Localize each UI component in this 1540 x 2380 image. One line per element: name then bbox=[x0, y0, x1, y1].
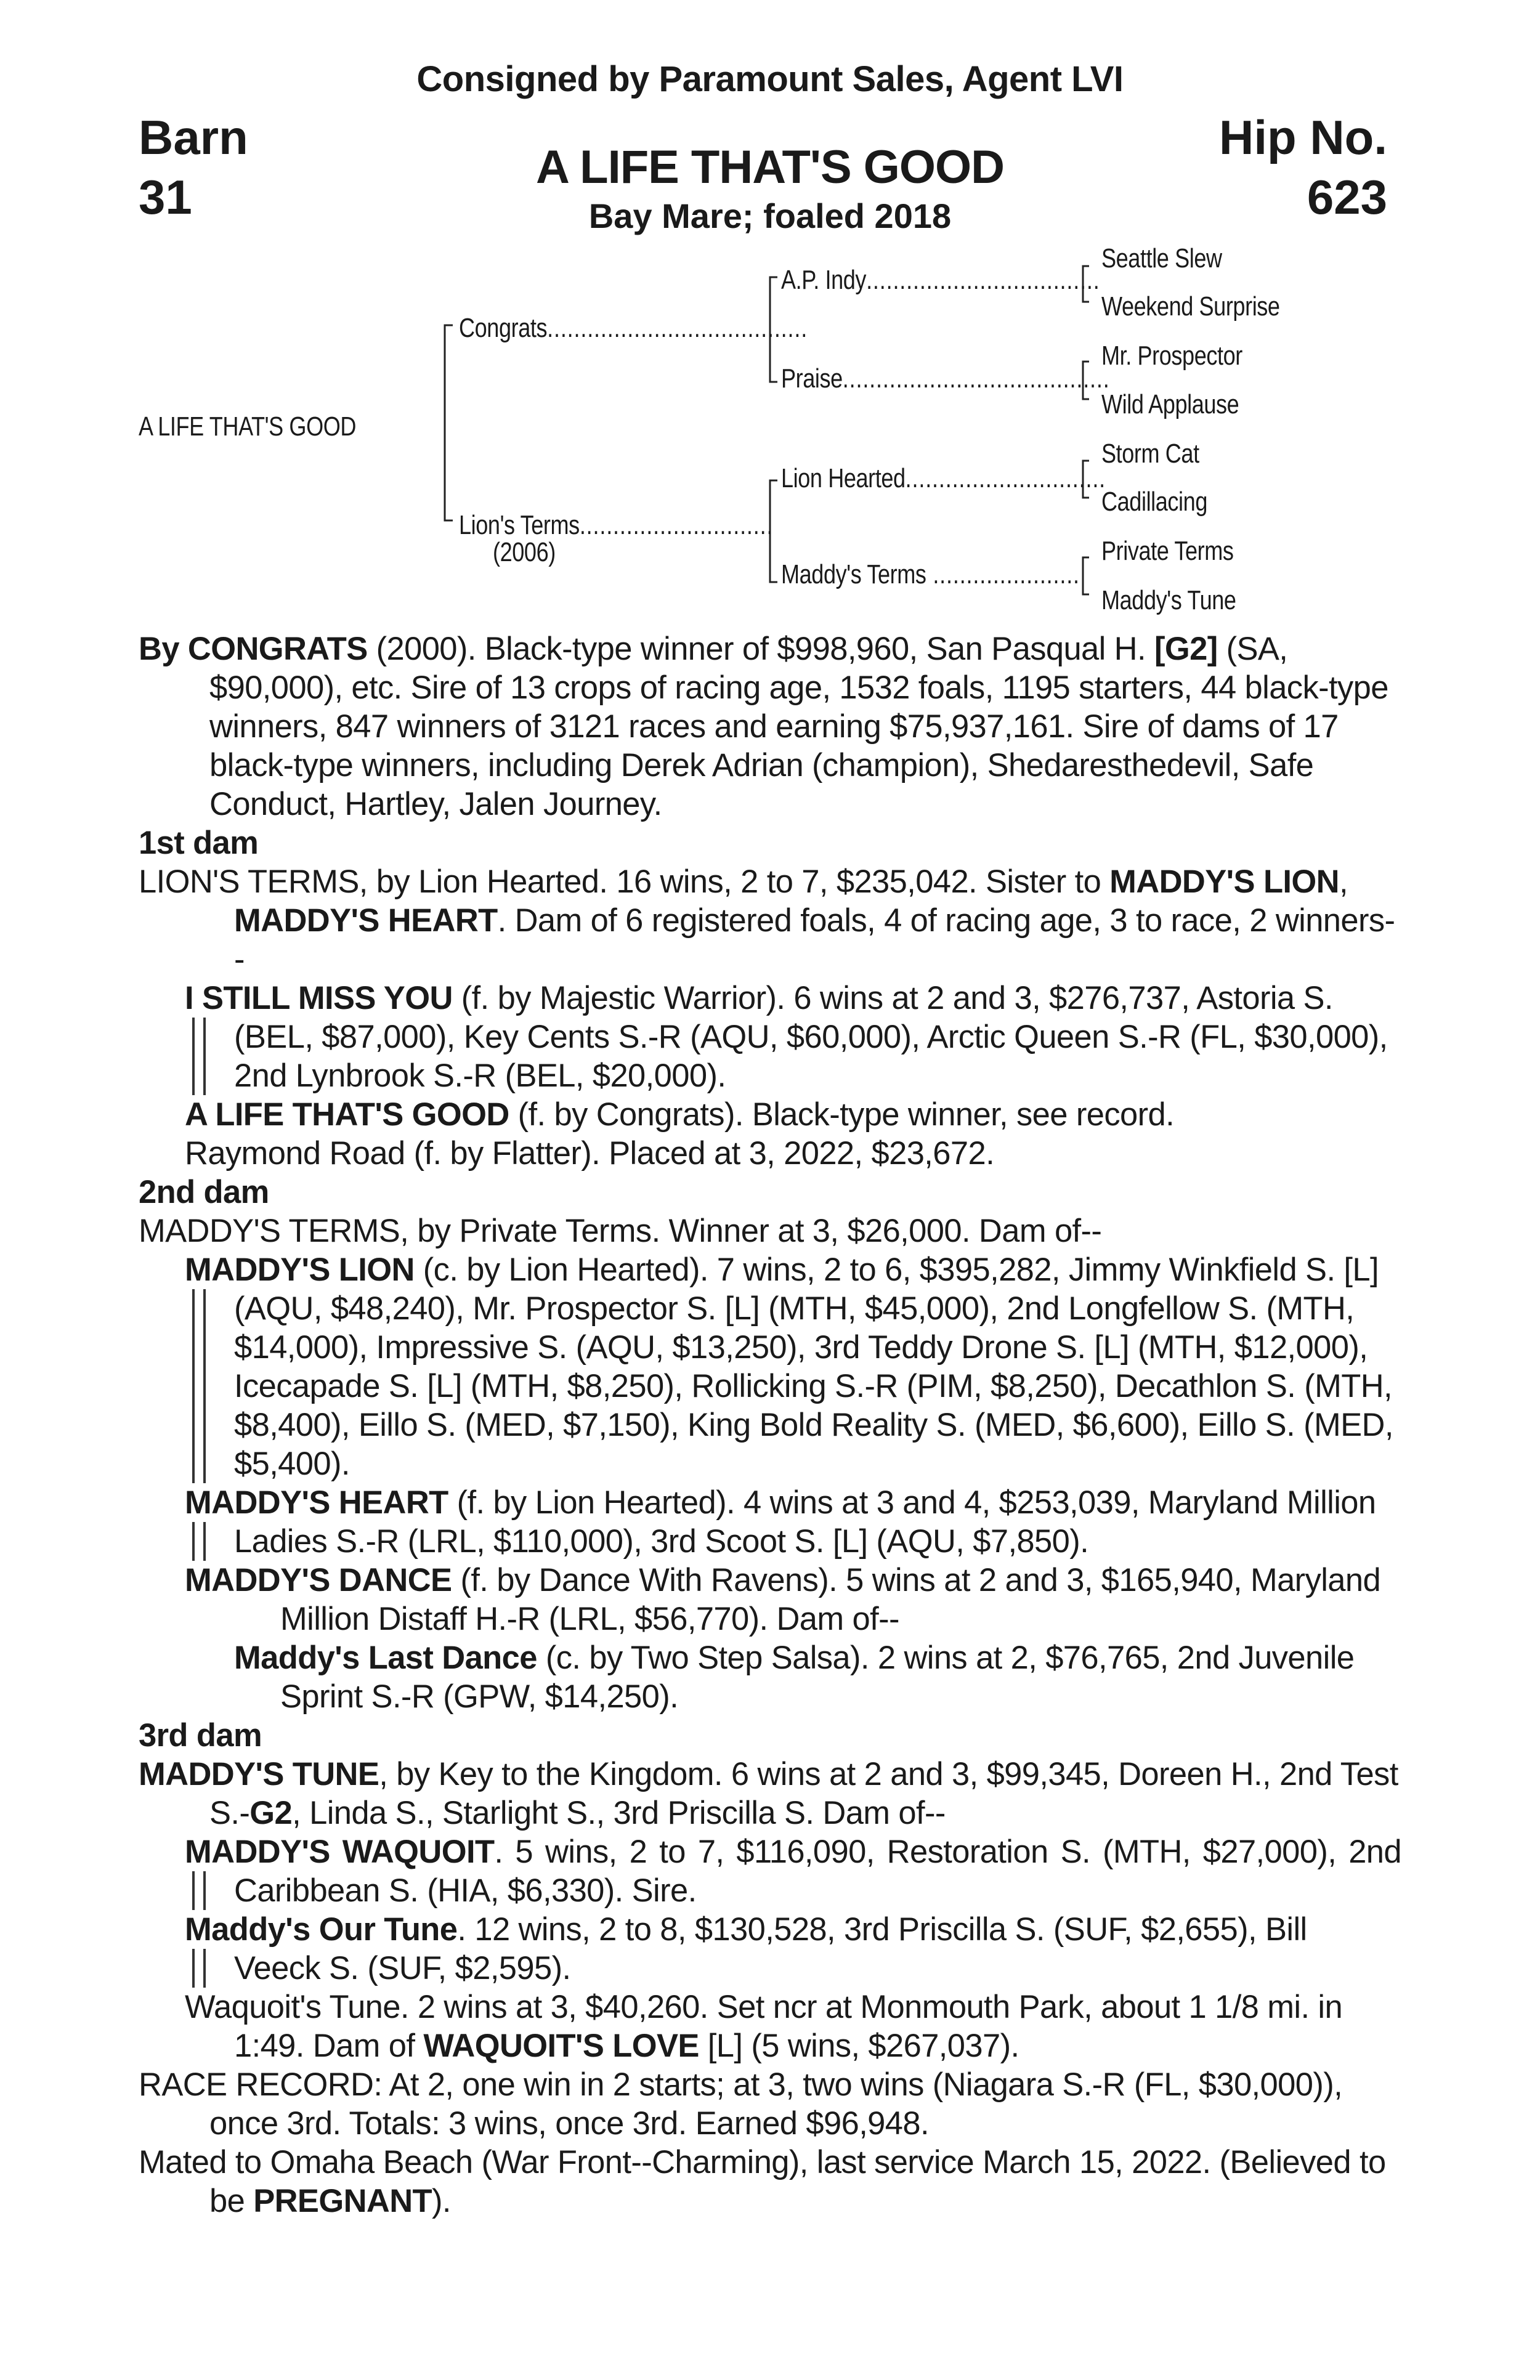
second-dam-intro: MADDY'S TERMS, by Private Terms. Winner at 3, $26,000. Dam of-- bbox=[139, 1213, 1102, 1249]
pedigree-dam bbox=[459, 510, 773, 541]
pedigree-g4: Wild Applause bbox=[1101, 389, 1239, 419]
foal-text: . 5 wins, 2 to 7, $116,090, Restoration S. (MTH, $27,000), 2nd Caribbean S. (HIA, $6,330). Sire. bbox=[234, 1834, 1402, 1909]
indent-bars bbox=[192, 1289, 206, 1483]
first-dam-intro-text: LION'S TERMS, by Lion Hearted. 16 wins, 2 to 7, $235,042. Sister to bbox=[139, 864, 1110, 900]
pedigree-g7: Private Terms bbox=[1101, 536, 1234, 566]
foal-text: (f. by Congrats). Black-type winner, see record. bbox=[509, 1096, 1175, 1133]
pedigree-g8: Maddy's Tune bbox=[1101, 585, 1236, 615]
second-dam-heading: 2nd dam bbox=[139, 1174, 269, 1210]
foal-text: . 12 wins, 2 to 8, $130,528, 3rd Priscilla S. (SUF, $2,655), Bill Veeck S. (SUF, $2,595). bbox=[234, 1911, 1307, 1986]
pedigree-dam-sire-name: Lion Hearted bbox=[781, 463, 906, 493]
foal-name: MADDY'S DANCE bbox=[185, 1562, 452, 1598]
third-dam-heading: 3rd dam bbox=[139, 1717, 262, 1754]
foal-entry bbox=[139, 1095, 1401, 1134]
horse-description: Bay Mare; foaled 2018 bbox=[588, 196, 952, 235]
pedigree-leader-dots: ........................................ bbox=[842, 363, 1110, 394]
foal-name: MADDY'S HEART bbox=[185, 1484, 448, 1521]
foal-text-2: [L] (5 wins, $267,037). bbox=[699, 2028, 1019, 2064]
catalogue-body bbox=[139, 629, 1401, 2220]
barn-number: 31 bbox=[139, 170, 192, 224]
grand-foal-entry bbox=[139, 1638, 1401, 1716]
indent-bars bbox=[192, 1522, 206, 1561]
foal-entry bbox=[139, 1832, 1401, 1910]
pedigree-dam-sire bbox=[781, 463, 1106, 494]
pedigree-leader-dots: .............................. bbox=[905, 463, 1106, 493]
sire-paragraph bbox=[139, 629, 1401, 824]
mating-text: Mated to Omaha Beach (War Front--Charming), last service March 15, 2022. (Believed to be bbox=[139, 2144, 1386, 2219]
foal-text: Waquoit's Tune. 2 wins at 3, $40,260. Set ncr at Monmouth Park, about 1 1/8 mi. in 1:49. Dam of bbox=[185, 1989, 1343, 2064]
foal-entry bbox=[139, 1483, 1401, 1561]
foal-name: Maddy's Last Dance bbox=[234, 1640, 537, 1676]
pedigree-sire-dam bbox=[781, 363, 1110, 394]
foal-entry bbox=[139, 1250, 1401, 1483]
pedigree-g5: Storm Cat bbox=[1101, 439, 1199, 469]
foal-name: MADDY'S LION bbox=[185, 1252, 415, 1288]
foal-text: Raymond Road (f. by Flatter). Placed at 3, 2022, $23,672. bbox=[185, 1135, 995, 1172]
sire-text: (2000). Black-type winner of $998,960, San Pasqual H. bbox=[367, 631, 1154, 667]
pedigree-sire-sire-name: A.P. Indy bbox=[781, 265, 867, 295]
foal-text: (f. by Lion Hearted). 4 wins at 3 and 4, $253,039, Maryland Million Ladies S.-R (LRL, $110,000), 3rd Scoot S. [L] (AQU, $7,850). bbox=[234, 1484, 1376, 1560]
pedigree-leader-dots: ............................. bbox=[579, 510, 774, 540]
pedigree-dam-dam bbox=[781, 559, 1080, 590]
sire-text-2: (SA, $90,000), etc. Sire of 13 crops of racing age, 1532 foals, 1195 starters, 44 black-type winners, 847 winners of 3121 races and earning $75,937,161. Sire of dams of 17 black-type winners, including Derek Adrian (champion), Shedaresthedevil, Safe Conduct, Hartley, Jalen Journey. bbox=[209, 631, 1388, 822]
third-dam-intro bbox=[139, 1755, 1401, 1832]
hip-number: 623 bbox=[1307, 170, 1387, 224]
foal-entry bbox=[139, 1910, 1401, 1988]
foal-entry bbox=[139, 979, 1401, 1095]
sibling-name: MADDY'S HEART bbox=[234, 902, 498, 939]
pedigree-leader-dots: ....................................... bbox=[547, 313, 808, 343]
indent-bars bbox=[192, 1871, 206, 1910]
grade-tag: [G2] bbox=[1154, 631, 1218, 667]
pedigree-dam-name: Lion's Terms bbox=[459, 510, 580, 540]
first-dam-heading: 1st dam bbox=[139, 825, 259, 861]
foal-text: (f. by Majestic Warrior). 6 wins at 2 and 3, $276,737, Astoria S. (BEL, $87,000), Key Cents S.-R (AQU, $60,000), Arctic Queen S.-R (FL, $30,000), 2nd Lynbrook S.-R (BEL, $20,000). bbox=[234, 980, 1388, 1094]
sire-name: By CONGRATS bbox=[139, 631, 368, 667]
foal-name: MADDY'S WAQUOIT bbox=[185, 1834, 495, 1870]
foal-name: I STILL MISS YOU bbox=[185, 980, 453, 1016]
first-dam-intro bbox=[139, 862, 1401, 979]
foal-name: Maddy's Our Tune bbox=[185, 1911, 458, 1948]
hip-label: Hip No. bbox=[1219, 110, 1387, 164]
pedigree-dam-year: (2006) bbox=[493, 537, 556, 567]
pedigree-g2: Weekend Surprise bbox=[1101, 291, 1280, 322]
foal-text: (c. by Two Step Salsa). 2 wins at 2, $76,765, 2nd Juvenile Sprint S.-R (GPW, $14,250). bbox=[280, 1640, 1355, 1715]
sibling-name: MADDY'S LION bbox=[1109, 864, 1339, 900]
pregnancy-status: PREGNANT bbox=[253, 2183, 432, 2219]
indent-bars bbox=[192, 1018, 206, 1095]
foal-entry bbox=[139, 1561, 1401, 1638]
mating-text-2: ). bbox=[431, 2183, 451, 2219]
separator: , bbox=[1339, 864, 1348, 900]
foal-entry bbox=[139, 1988, 1401, 2065]
barn-label: Barn bbox=[139, 110, 248, 164]
consignor-line: Consigned by Paramount Sales, Agent LVI bbox=[416, 59, 1124, 99]
foal-name: A LIFE THAT'S GOOD bbox=[185, 1096, 509, 1133]
third-dam-name: MADDY'S TUNE bbox=[139, 1756, 379, 1792]
pedigree-dam-dam-name: Maddy's Terms bbox=[781, 559, 926, 589]
foal-text: (c. by Lion Hearted). 7 wins, 2 to 6, $395,282, Jimmy Winkfield S. [L] (AQU, $48,240), Mr. Prospector S. [L] (MTH, $45,000), 2nd Longfellow S. (MTH, $14,000), Impressive S. (AQU, $13,250), 3rd Teddy Drone S. [L] (MTH, $12,000), Icecapade S. [L] (MTH, $8,250), Rollicking S.-R (PIM, $8,250), Decathlon S. (MTH, $8,400), Eillo S. (MED, $7,150), King Bold Reality S. (MED, $6,600), Eillo S. (MED, $5,400). bbox=[234, 1252, 1393, 1482]
pedigree-sire bbox=[459, 313, 808, 344]
mating-info bbox=[139, 2143, 1401, 2220]
pedigree-sire-name: Congrats bbox=[459, 313, 548, 343]
grade-tag: G2 bbox=[249, 1795, 293, 1831]
pedigree-leader-dots: ...................... bbox=[926, 559, 1080, 589]
first-dam-intro-text-2: . Dam of 6 registered foals, 4 of racing age, 3 to race, 2 winners-- bbox=[234, 902, 1395, 977]
pedigree-subject: A LIFE THAT'S GOOD bbox=[139, 411, 357, 442]
foal-entry bbox=[139, 1134, 1401, 1173]
pedigree-g3: Mr. Prospector bbox=[1101, 341, 1242, 371]
pedigree-leader-dots: ................................... bbox=[866, 265, 1100, 295]
pedigree-g6: Cadillacing bbox=[1101, 487, 1207, 517]
pedigree-g1: Seattle Slew bbox=[1101, 243, 1222, 273]
race-record: RACE RECORD: At 2, one win in 2 starts; at 3, two wins (Niagara S.-R (FL, $30,000)), once 3rd. Totals: 3 wins, once 3rd. Earned $96,948. bbox=[139, 2066, 1343, 2142]
third-dam-text-2: , Linda S., Starlight S., 3rd Priscilla S. Dam of-- bbox=[292, 1795, 946, 1831]
foal-text: (f. by Dance With Ravens). 5 wins at 2 and 3, $165,940, Maryland Million Distaff H.-R (LRL, $56,770). Dam of-- bbox=[280, 1562, 1381, 1637]
pedigree-sire-dam-name: Praise bbox=[781, 363, 843, 394]
third-dam-text: , by Key to the Kingdom. 6 wins at 2 and 3, $99,345, Doreen H., 2nd Test S.- bbox=[209, 1756, 1398, 1831]
pedigree-sire-sire bbox=[781, 265, 1100, 296]
horse-name: A LIFE THAT'S GOOD bbox=[535, 141, 1005, 193]
foal-name: WAQUOIT'S LOVE bbox=[423, 2028, 699, 2064]
indent-bars bbox=[192, 1949, 206, 1988]
